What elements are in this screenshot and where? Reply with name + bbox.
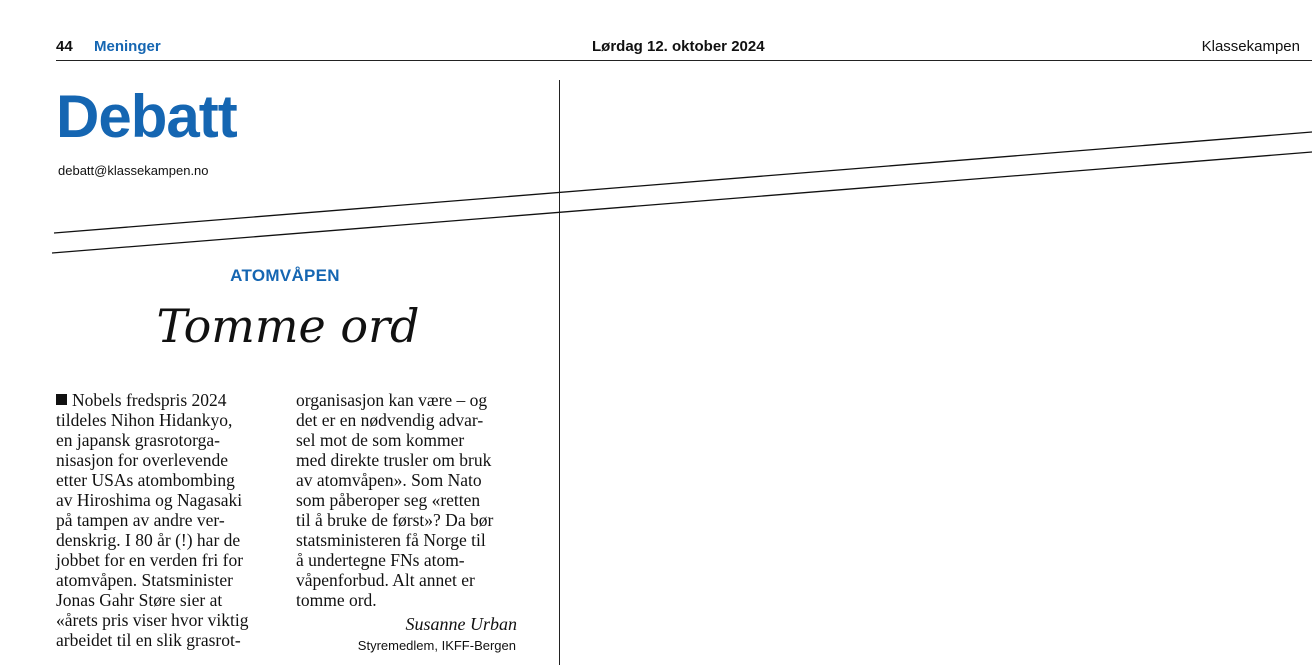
square-bullet-icon bbox=[56, 394, 67, 405]
body-line: av atomvåpen». Som Nato bbox=[296, 470, 482, 490]
body-line: nisasjon for overlevende bbox=[56, 450, 229, 470]
issue-date: Lørdag 12. oktober 2024 bbox=[592, 38, 765, 55]
article-headline: Tomme ord bbox=[156, 299, 420, 353]
article-kicker: ATOMVÅPEN bbox=[230, 266, 340, 285]
body-line: med direkte trusler om bruk bbox=[296, 450, 492, 470]
newspaper-name: Klassekampen bbox=[1201, 38, 1300, 55]
body-line: jobbet for en verden fri for bbox=[56, 550, 244, 570]
body-line: statsministeren få Norge til bbox=[296, 530, 486, 550]
debate-email: debatt@klassekampen.no bbox=[58, 163, 209, 178]
body-line: våpenforbud. Alt annet er bbox=[296, 570, 475, 590]
body-line: organisasjon kan være – og bbox=[296, 390, 488, 410]
diagonal-line-upper bbox=[54, 132, 1312, 233]
body-line: det er en nødvendig advar- bbox=[296, 410, 484, 430]
article-column-2 bbox=[296, 390, 493, 610]
body-line: sel mot de som kommer bbox=[296, 430, 465, 450]
body-line: tomme ord. bbox=[296, 590, 377, 610]
body-line: på tampen av andre ver- bbox=[56, 510, 225, 530]
body-line: av Hiroshima og Nagasaki bbox=[56, 490, 243, 510]
body-line: arbeidet til en slik grasrot- bbox=[56, 630, 241, 650]
article-column-1 bbox=[56, 390, 248, 650]
body-line: som påberoper seg «retten bbox=[296, 490, 481, 510]
body-line: til å bruke de først»? Da bør bbox=[296, 510, 494, 530]
body-line: tildeles Nihon Hidankyo, bbox=[56, 410, 233, 430]
body-line: etter USAs atombombing bbox=[56, 470, 235, 490]
body-line: denskrig. I 80 år (!) har de bbox=[56, 530, 241, 550]
body-line: Nobels fredspris 2024 bbox=[56, 390, 248, 410]
body-line: «årets pris viser hvor viktig bbox=[56, 610, 249, 630]
section-name: Meninger bbox=[94, 38, 161, 55]
article-author-role: Styremedlem, IKFF-Bergen bbox=[357, 638, 516, 653]
body-line: å undertegne FNs atom- bbox=[296, 550, 465, 570]
diagonal-line-lower bbox=[52, 152, 1312, 253]
body-line: atomvåpen. Statsminister bbox=[56, 570, 233, 590]
body-line: Jonas Gahr Støre sier at bbox=[56, 590, 223, 610]
debate-section-title: Debatt bbox=[56, 83, 237, 150]
page-number: 44 bbox=[56, 38, 73, 55]
body-line: en japansk grasrotorga- bbox=[56, 430, 220, 450]
article-author: Susanne Urban bbox=[405, 614, 517, 634]
